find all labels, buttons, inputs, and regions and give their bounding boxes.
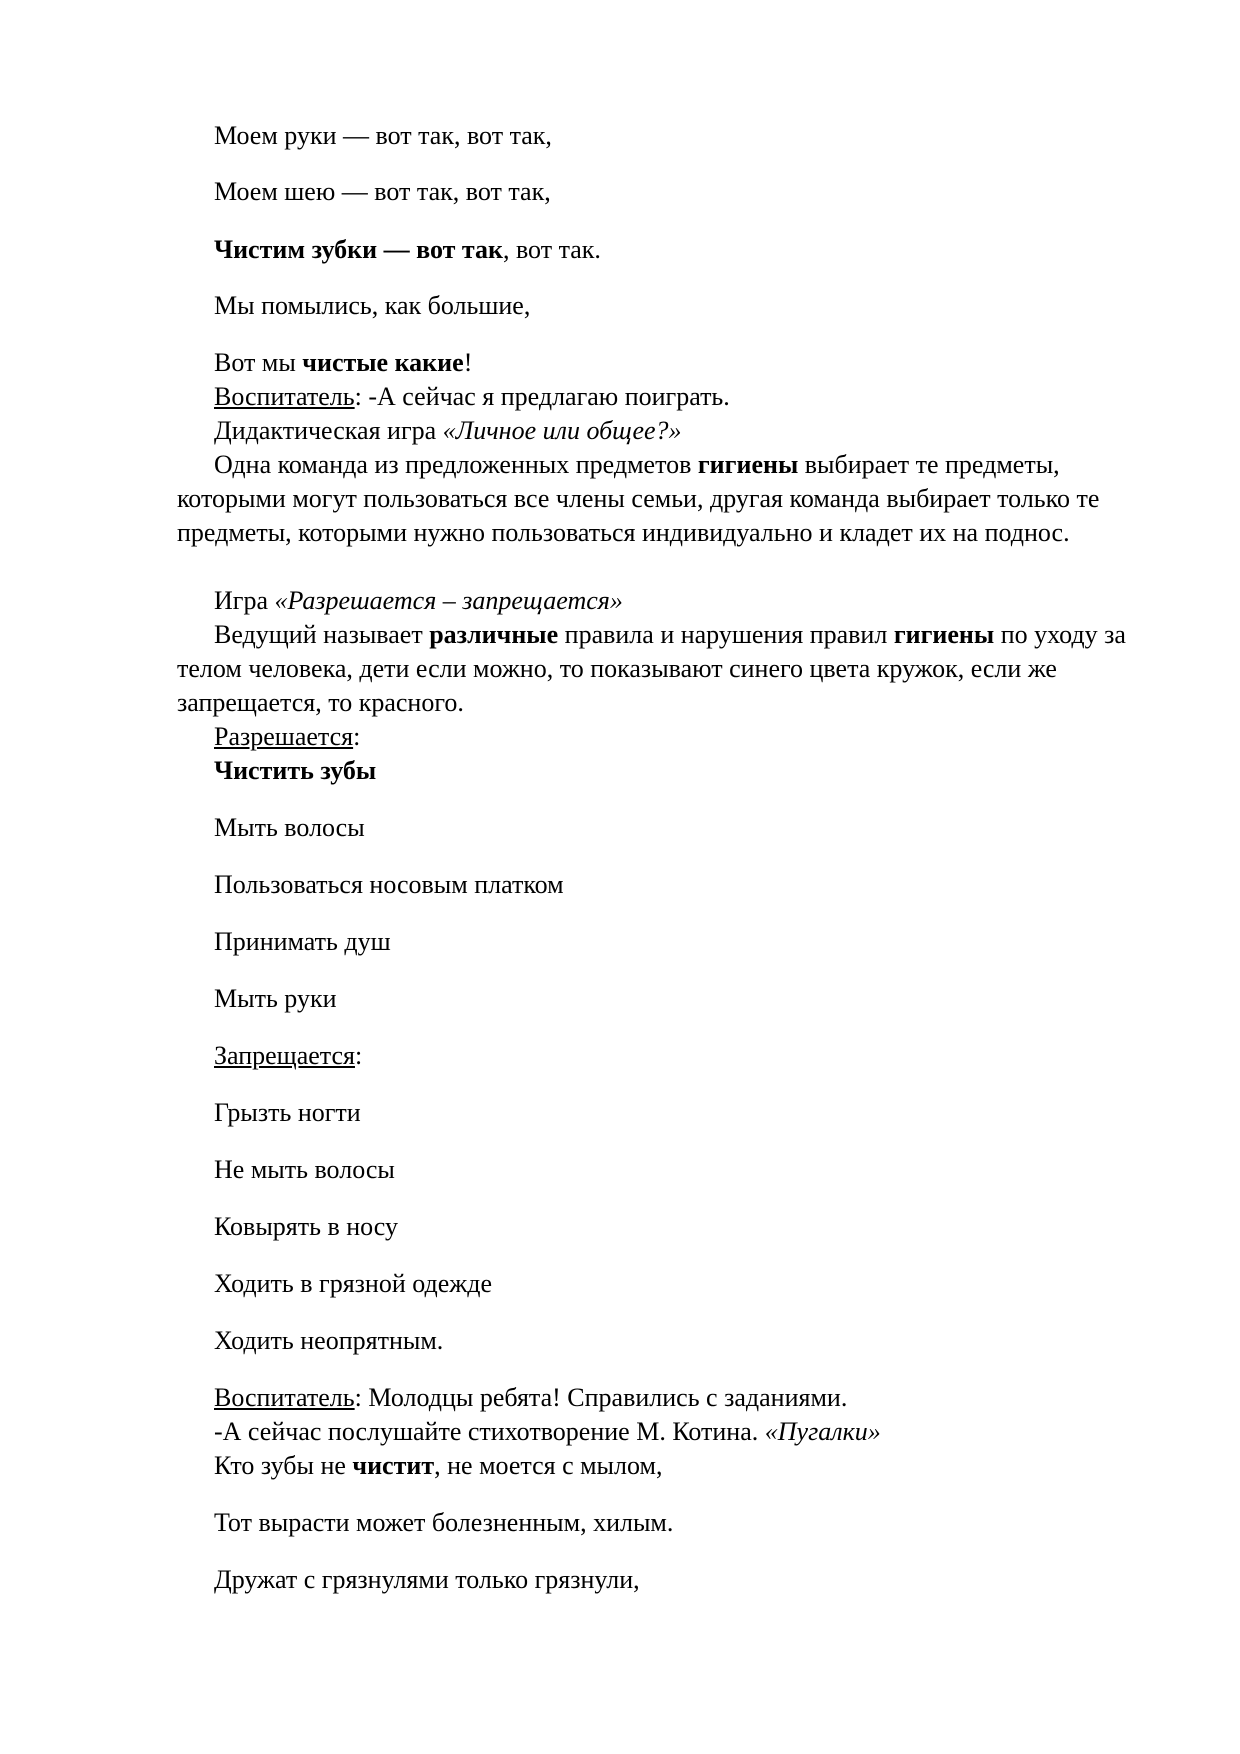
game2-description: Ведущий называет различные правила и нарушения правил гигиены по уходу за телом человека, дети если можно, то показывают синего цвета кружок, если же запрещается, то красного. bbox=[177, 620, 1126, 717]
poem1-line-4: Мы помылись, как большие, bbox=[214, 291, 531, 320]
game1-title-line: Дидактическая игра «Личное или общее?» bbox=[214, 416, 682, 445]
forbidden-heading: Запрещается: bbox=[214, 1041, 363, 1070]
poem1-line-5: Вот мы чистые какие! bbox=[214, 348, 473, 377]
allowed-heading: Разрешается: bbox=[214, 722, 361, 751]
game2-title-line: Игра «Разрешается – запрещается» bbox=[214, 586, 623, 615]
educator-line-1: Воспитатель: -А сейчас я предлагаю поиграть. bbox=[214, 382, 730, 411]
forbidden-item: Ходить в грязной одежде bbox=[214, 1269, 493, 1298]
game1-title: «Личное или общее?» bbox=[442, 416, 682, 445]
forbidden-item: Ходить неопрятным. bbox=[214, 1326, 444, 1355]
bold-text: гигиены bbox=[697, 450, 799, 479]
allowed-item: Мыть руки bbox=[214, 984, 337, 1013]
allowed-item: Чистить зубы bbox=[214, 756, 377, 785]
allowed-item: Мыть волосы bbox=[214, 813, 365, 842]
bold-text: чистые какие bbox=[302, 348, 464, 377]
allowed-item: Принимать душ bbox=[214, 927, 391, 956]
bold-text: различные bbox=[429, 620, 559, 649]
poem-title: «Пугалки» bbox=[764, 1417, 881, 1446]
poem2-line-2: Тот вырасти может болезненным, хилым. bbox=[214, 1508, 674, 1537]
speaker-label: Воспитатель bbox=[214, 1383, 355, 1412]
poem2-line-3: Дружат с грязнулями только грязнули, bbox=[214, 1565, 640, 1594]
forbidden-item: Грызть ногти bbox=[214, 1098, 361, 1127]
educator-line-3: -А сейчас послушайте стихотворение М. Котина. «Пугалки» bbox=[214, 1417, 881, 1446]
bold-text: Чистим зубки — вот так bbox=[214, 235, 503, 264]
bold-text: гигиены bbox=[893, 620, 995, 649]
forbidden-item: Ковырять в носу bbox=[214, 1212, 399, 1241]
forbidden-item: Не мыть волосы bbox=[214, 1155, 395, 1184]
poem2-line-1: Кто зубы не чистит, не моется с мылом, bbox=[214, 1451, 663, 1480]
poem1-line-2: Моем шею — вот так, вот так, bbox=[214, 177, 551, 206]
game2-title: «Разрешается – запрещается» bbox=[274, 586, 623, 615]
educator-line-2: Воспитатель: Молодцы ребята! Справились с заданиями. bbox=[214, 1383, 848, 1412]
poem1-line-3: Чистим зубки — вот так, вот так. bbox=[214, 235, 601, 264]
poem1-line-1: Моем руки — вот так, вот так, bbox=[214, 121, 552, 150]
game1-description: Одна команда из предложенных предметов гигиены выбирает те предметы, которыми могут пользоваться все члены семьи, другая команда выбирает только те предметы, которыми нужно пользоваться индивидуально и кладет их на поднос. bbox=[177, 450, 1100, 547]
bold-text: чистит bbox=[352, 1451, 435, 1480]
allowed-item: Пользоваться носовым платком bbox=[214, 870, 564, 899]
speaker-label: Воспитатель bbox=[214, 382, 355, 411]
